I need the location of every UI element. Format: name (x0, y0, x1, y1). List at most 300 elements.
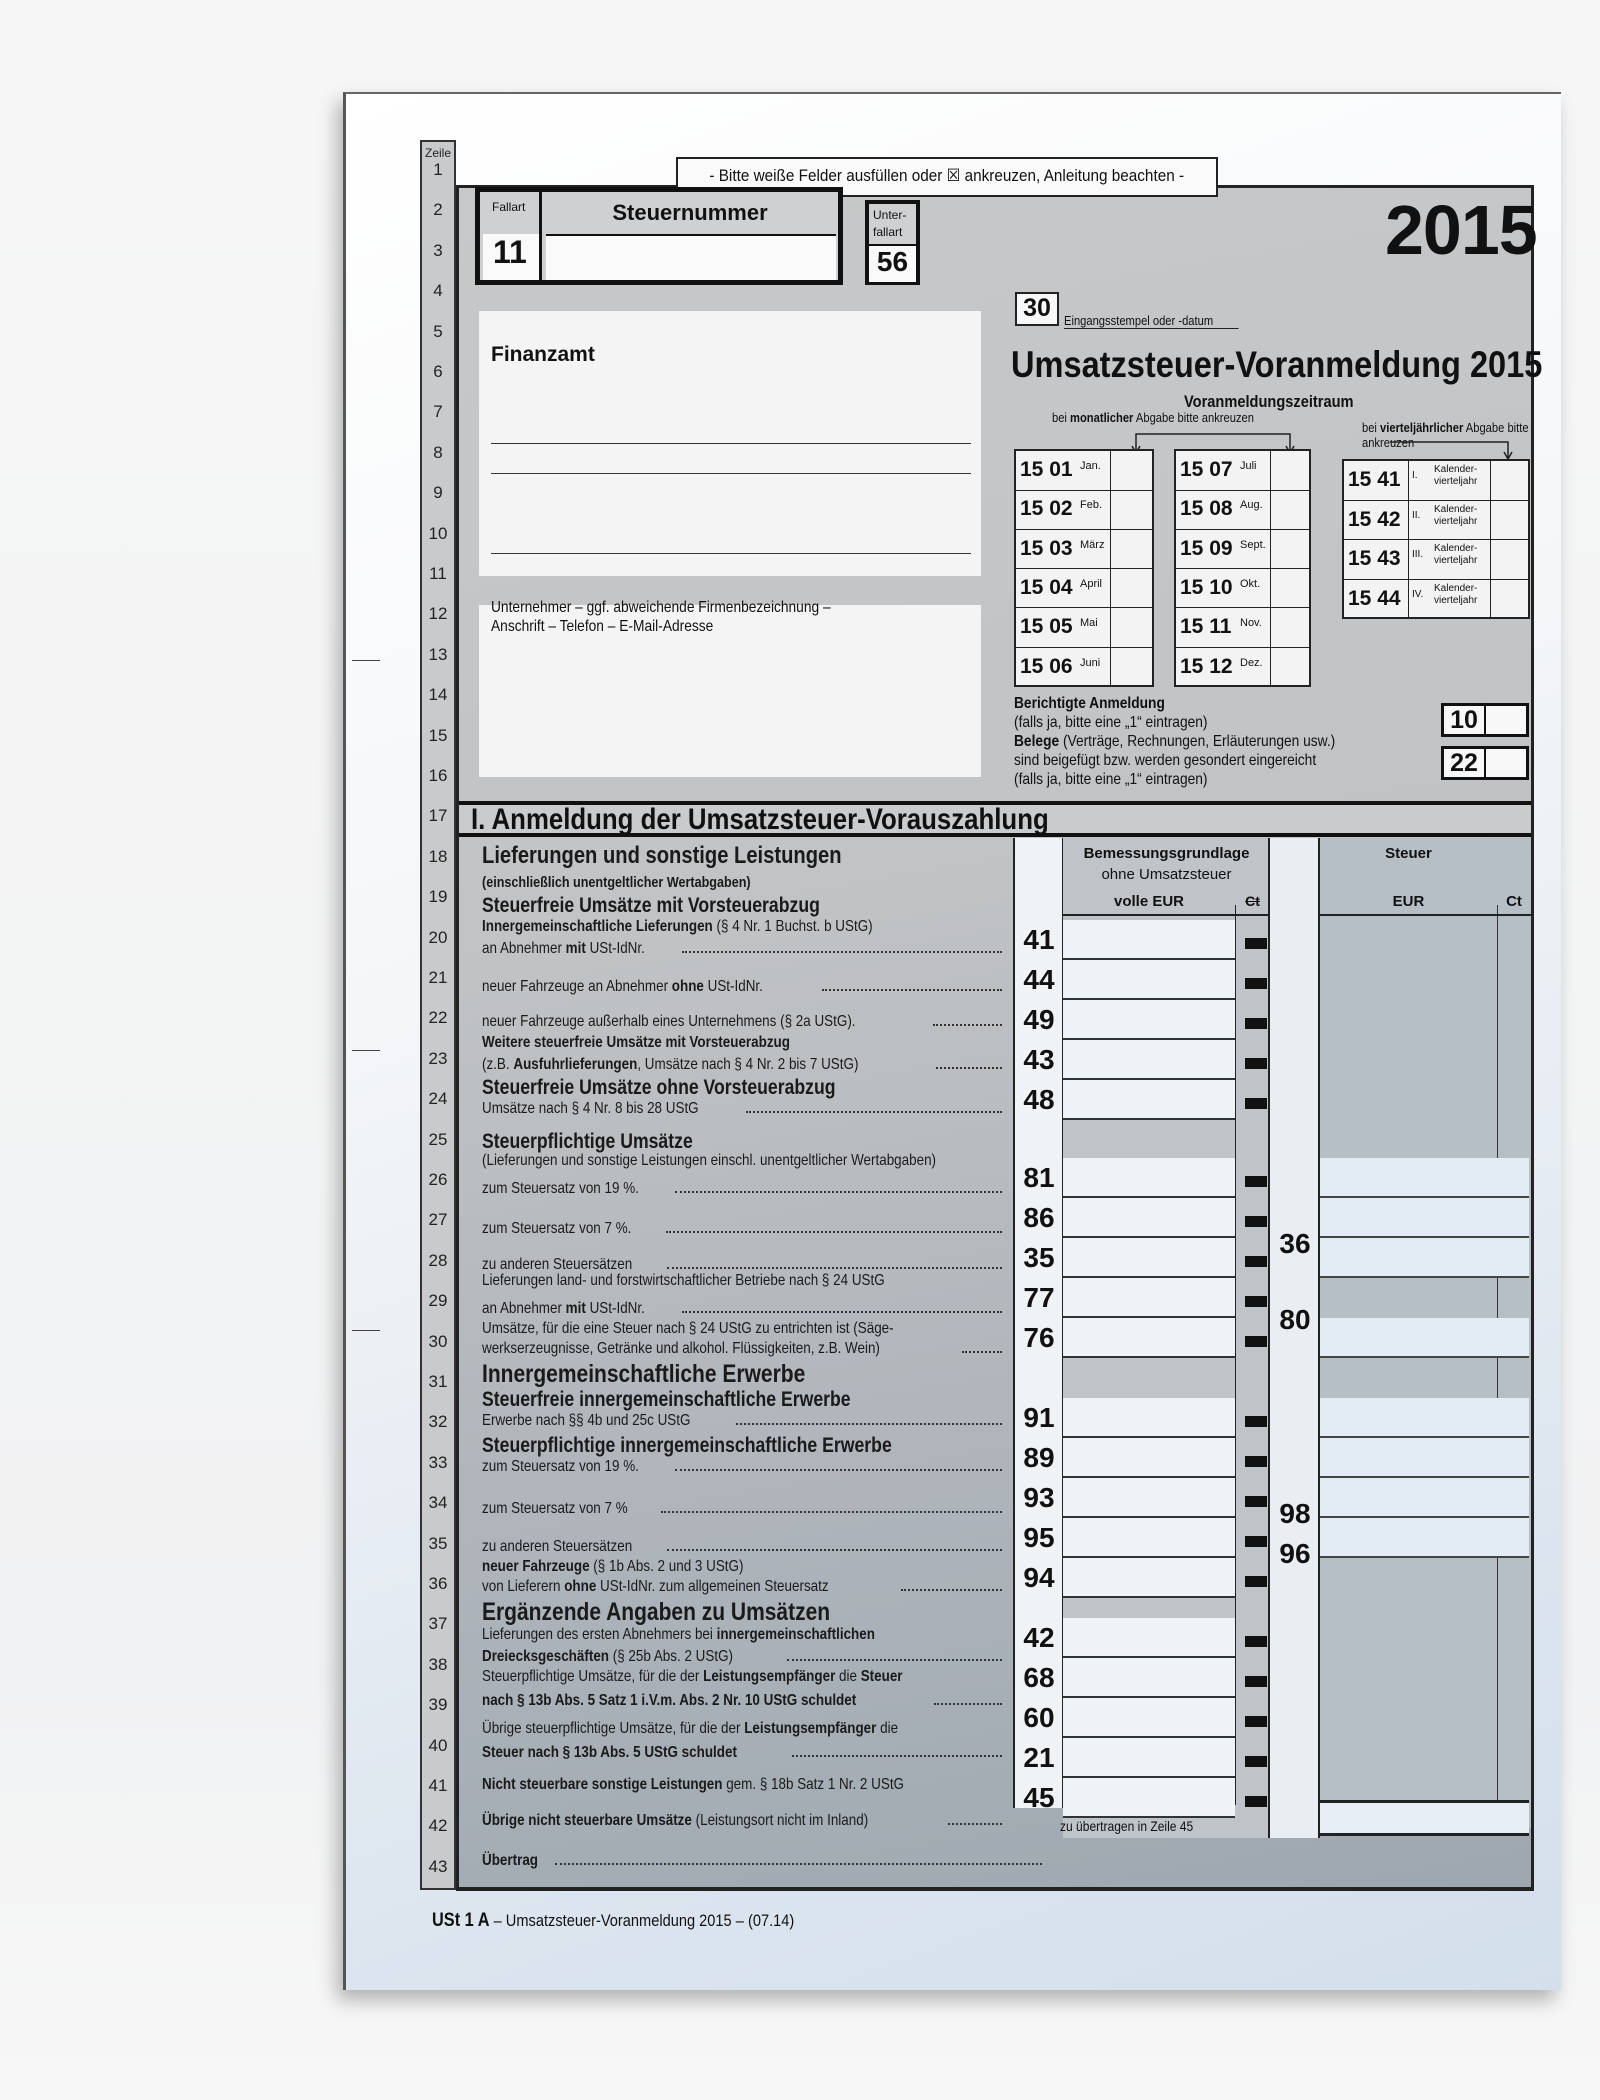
line-item-text (482, 1300, 1002, 1318)
fold-mark (352, 1330, 380, 1331)
kennzahl-68: 68 (1023, 1662, 1055, 1693)
dot-leader (675, 1191, 1002, 1193)
address-line (491, 553, 971, 554)
bold-text: ohne (671, 978, 704, 995)
month-row[interactable] (1176, 569, 1309, 609)
cent-marker (1245, 1336, 1267, 1347)
form-title: Umsatzsteuer-Voranmeldung 2015 (1011, 344, 1543, 385)
amount-field-eur[interactable] (1063, 1518, 1235, 1558)
zeile-number: 9 (433, 483, 443, 503)
cent-marker (1245, 1018, 1267, 1029)
text: Lieferungen des ersten Abnehmers bei (482, 1626, 717, 1643)
amount-field-eur[interactable] (1063, 1238, 1235, 1278)
bold-text: Übrige nicht steuerbare Umsätze (482, 1812, 692, 1829)
month-checkbox[interactable] (1110, 648, 1152, 687)
quarter-num: IV. (1412, 588, 1424, 600)
month-checkbox[interactable] (1270, 569, 1309, 608)
steuer-ct-header: Ct (1497, 893, 1531, 916)
quarter-num: III. (1412, 549, 1424, 560)
quarter-label: Kalender- vierteljahr (1434, 464, 1478, 487)
kennzahl-96: 96 (1279, 1538, 1311, 1569)
month-kz: 15 11 (1180, 615, 1232, 639)
line-text (482, 1776, 904, 1794)
zeile-number: 17 (428, 806, 448, 826)
dot-leader (933, 1024, 1002, 1026)
cent-marker (1245, 1296, 1267, 1307)
dot-leader (675, 1469, 1002, 1471)
kennzahl-86: 86 (1023, 1202, 1055, 1233)
bold-text: (einschließlich unentgeltlicher Wertabgaben) (482, 874, 751, 891)
tax-amount-field[interactable] (1320, 1398, 1529, 1438)
dot-leader (792, 1755, 1003, 1757)
line-text (482, 1130, 693, 1154)
line-text (482, 894, 820, 918)
line-item-text (482, 1220, 1002, 1238)
belege-field[interactable] (1441, 746, 1529, 780)
month-label: Dez. (1240, 656, 1263, 669)
eur-header: EUR (1320, 893, 1497, 916)
zeile-number: 20 (428, 927, 448, 947)
text: (§ 25b Abs. 2 UStG) (608, 1648, 734, 1665)
month-table-2 (1174, 449, 1311, 687)
cent-marker (1245, 1058, 1267, 1069)
cent-marker (1245, 1716, 1267, 1727)
kennzahl-98: 98 (1279, 1498, 1311, 1529)
line-item-text (482, 1034, 1002, 1052)
zeile-number: 25 (428, 1129, 448, 1149)
zeile-number: 3 (433, 240, 443, 260)
dot-leader (682, 951, 1002, 953)
tax-amount-field[interactable] (1320, 1478, 1529, 1518)
dot-leader (667, 1267, 1002, 1269)
address-line (491, 473, 971, 474)
month-checkbox[interactable] (1110, 451, 1152, 490)
zeile-number: 42 (428, 1816, 448, 1836)
amount-field-eur[interactable] (1063, 1398, 1235, 1438)
month-row[interactable] (1016, 608, 1152, 648)
bold-text: Innergemeinschaftliche Lieferungen (482, 918, 713, 935)
tax-amount-field[interactable] (1320, 1238, 1529, 1278)
month-label: Nov. (1240, 617, 1262, 630)
zeile-number: 41 (428, 1776, 448, 1795)
line-text (482, 874, 751, 891)
dot-leader (736, 1423, 1002, 1425)
zeile-number: 35 (428, 1533, 448, 1553)
month-checkbox[interactable] (1270, 648, 1309, 687)
form-bottom-border (456, 1888, 1534, 1891)
line-item-text (482, 1598, 1002, 1627)
zeile-number: 38 (428, 1654, 448, 1674)
zeile-number: 36 (428, 1574, 448, 1593)
bold-text: Steuer (860, 1668, 903, 1685)
zeile-number: 12 (428, 604, 448, 624)
amount-field-eur[interactable] (1063, 1478, 1235, 1518)
dot-leader (666, 1231, 1002, 1233)
volle-eur-header: volle EUR (1063, 893, 1235, 916)
zeile-number: 28 (428, 1250, 448, 1270)
month-label: März (1080, 538, 1105, 551)
text: (Leistungsort nicht im Inland) (691, 1812, 869, 1829)
month-kz: 15 05 (1020, 615, 1073, 639)
line-item-text (482, 874, 1002, 891)
quarter-checkbox[interactable] (1490, 580, 1528, 619)
bold-text: Steuerpflichtige innergemeinschaftliche Erwerbe (482, 1434, 892, 1457)
fold-mark (352, 1050, 380, 1051)
tax-amount-field[interactable] (1320, 1198, 1529, 1238)
divider (1408, 540, 1409, 579)
line-text (482, 1812, 868, 1830)
month-row[interactable] (1016, 451, 1152, 491)
quarter-label: Kalender- vierteljahr (1434, 503, 1478, 527)
quarter-row[interactable] (1344, 461, 1528, 501)
zeile-number: 7 (433, 402, 443, 422)
bold-text: Ergänzende Angaben zu Umsätzen (482, 1598, 831, 1626)
text: zum Steuersatz von 19 %. (482, 1458, 639, 1475)
month-kz: 15 04 (1020, 575, 1073, 599)
tax-amount-field[interactable] (1320, 1438, 1529, 1478)
quarter-row[interactable] (1344, 580, 1528, 620)
bold-text: ohne (564, 1578, 597, 1595)
instructions-notice: - Bitte weiße Felder ausfüllen oder ☒ ankreuzen, Anleitung beachten - (676, 157, 1218, 197)
cent-marker (1245, 1216, 1267, 1227)
unternehmer-field[interactable] (479, 599, 981, 777)
zeile-number: 32 (428, 1412, 448, 1432)
dot-leader (822, 989, 1002, 991)
month-label: April (1080, 577, 1103, 590)
bold-text: Weitere steuerfreie Umsätze mit Vorsteuerabzug (482, 1034, 790, 1051)
unterfallart-label: Unter- fallart (873, 208, 907, 239)
month-kz: 15 10 (1180, 575, 1233, 599)
month-checkbox[interactable] (1110, 490, 1152, 529)
quarter-table (1342, 459, 1530, 619)
zeile-number: 11 (429, 564, 447, 583)
dot-leader (901, 1589, 1002, 1591)
month-checkbox[interactable] (1270, 530, 1309, 569)
month-label: Mai (1080, 617, 1098, 630)
quarter-label: Kalender- vierteljahr (1434, 582, 1478, 606)
tax-amount-field[interactable] (1320, 1158, 1529, 1198)
amount-field-eur[interactable] (1063, 1658, 1235, 1698)
line-item-text (482, 1744, 1002, 1762)
line-text (482, 1538, 632, 1556)
line-item-text (482, 1668, 1002, 1686)
unterfallart-box (865, 200, 920, 285)
text: neuer Fahrzeuge außerhalb eines Unternehmens (§ 2a UStG). (482, 1013, 856, 1030)
line-item-text (482, 1272, 1002, 1290)
line-text (482, 1320, 894, 1338)
line-item-text (482, 978, 1002, 996)
line-item-text (482, 1320, 1002, 1338)
line-text (482, 978, 763, 996)
month-kz: 15 09 (1180, 536, 1233, 560)
zeile-number: 5 (433, 321, 443, 341)
amount-field-eur[interactable] (1063, 960, 1235, 1000)
month-row[interactable] (1176, 530, 1309, 570)
cent-marker (1245, 1496, 1267, 1507)
amount-field-eur[interactable] (1063, 1000, 1235, 1040)
berichtigt-field[interactable] (1441, 703, 1529, 737)
line-item-text (482, 1130, 1002, 1154)
dot-leader (667, 1549, 1002, 1551)
text: die (835, 1668, 861, 1685)
month-row[interactable] (1016, 530, 1152, 570)
dot-leader (962, 1351, 1002, 1353)
steuernummer-input[interactable] (546, 234, 836, 280)
zeile-number: 6 (433, 362, 443, 381)
month-checkbox[interactable] (1110, 569, 1152, 608)
month-row[interactable] (1016, 648, 1152, 688)
section-title: I. Anmeldung der Umsatzsteuer-Vorauszahlung (471, 803, 1049, 836)
cent-marker (1245, 1176, 1267, 1187)
amount-field-eur[interactable] (1063, 1738, 1235, 1778)
text: die (876, 1720, 899, 1737)
line-text (482, 1034, 790, 1052)
cent-marker (1245, 1636, 1267, 1647)
form-footer: USt 1 A – Umsatzsteuer-Voranmeldung 2015 – (07.14) (432, 1910, 795, 1931)
cent-marker (1245, 1796, 1267, 1807)
quarter-row[interactable] (1344, 540, 1528, 580)
amount-field-eur[interactable] (1063, 1698, 1235, 1738)
text: neuer Fahrzeuge an Abnehmer (482, 978, 672, 995)
month-label: Aug. (1240, 499, 1263, 512)
month-row[interactable] (1176, 451, 1309, 491)
steuernummer-box (475, 187, 843, 285)
zeile-number: 16 (428, 766, 448, 785)
text: zum Steuersatz von 7 % (482, 1500, 628, 1517)
cent-marker (1245, 1576, 1267, 1587)
line-item-text (482, 1776, 1002, 1794)
zeile-number: 43 (428, 1856, 448, 1876)
form-year: 2015 (1385, 191, 1537, 269)
line-text (482, 1558, 743, 1576)
month-label: Juni (1080, 656, 1101, 669)
quarter-num: I. (1412, 470, 1418, 481)
fold-mark (352, 660, 380, 661)
kennzahl-41: 41 (1023, 924, 1055, 955)
zeile-number: 33 (428, 1452, 448, 1472)
unterfallart-value: 56 (869, 244, 916, 282)
kennzahl-94: 94 (1023, 1562, 1055, 1593)
dot-leader (555, 1863, 1042, 1865)
quarter-row[interactable] (1344, 501, 1528, 541)
finanzamt-field[interactable] (479, 311, 981, 576)
month-checkbox[interactable] (1270, 490, 1309, 529)
amount-field-eur[interactable] (1063, 1558, 1235, 1598)
bold-text: Leistungsempfänger (744, 1720, 877, 1737)
month-kz: 15 08 (1180, 497, 1233, 521)
line-item-text (482, 1152, 1002, 1170)
month-checkbox[interactable] (1270, 608, 1309, 647)
line-text (482, 1360, 805, 1389)
line-item-text (482, 1412, 1002, 1430)
line-item-text (482, 918, 1002, 936)
steuernummer-title: Steuernummer (612, 200, 768, 225)
zeile-number: 23 (428, 1048, 448, 1068)
text: zum Steuersatz von 19 %. (482, 1180, 639, 1197)
month-kz: 15 02 (1020, 497, 1073, 521)
text: zum Steuersatz von 7 %. (482, 1220, 632, 1237)
line-text (482, 1340, 880, 1358)
text: gem. § 18b Satz 1 Nr. 2 UStG (722, 1776, 905, 1793)
kennzahl-45: 45 (1023, 1782, 1055, 1813)
amount-field-eur[interactable] (1063, 1278, 1235, 1318)
month-label: Jan. (1080, 460, 1101, 472)
line-item-text (482, 1852, 1042, 1870)
amount-field-eur[interactable] (1063, 1080, 1235, 1120)
month-label: Feb. (1080, 499, 1103, 512)
text: , Umsätze nach § 4 Nr. 2 bis 7 UStG) (637, 1056, 859, 1073)
bold-text: nach § 13b Abs. 5 Satz 1 i.V.m. Abs. 2 Nr. 10 UStG schuldet (482, 1692, 857, 1709)
month-kz: 15 03 (1020, 536, 1073, 560)
month-row[interactable] (1176, 490, 1309, 530)
tax-amount-field[interactable] (1320, 1800, 1529, 1836)
kennzahl-76: 76 (1023, 1322, 1055, 1353)
bold-text: mit (565, 1300, 586, 1317)
zeile-label: Zeile (424, 146, 451, 160)
section-header (459, 801, 1531, 837)
text: Erwerbe nach §§ 4b und 25c UStG (482, 1412, 691, 1429)
line-item-text (482, 842, 1002, 870)
line-item-text (482, 1812, 1002, 1830)
tax-amount-field[interactable] (1320, 1518, 1529, 1558)
zeile-number: 26 (428, 1170, 448, 1189)
text: USt-IdNr. zum allgemeinen Steuersatz (596, 1578, 829, 1595)
zeile-number: 14 (428, 685, 448, 705)
bold-text: neuer Fahrzeuge (482, 1558, 590, 1575)
line-text (482, 1692, 856, 1710)
zeile-number: 29 (428, 1291, 448, 1311)
line-item-text (482, 1720, 1002, 1738)
text: an Abnehmer (482, 1300, 566, 1317)
quarter-kz: 15 42 (1348, 507, 1401, 531)
bold-text: innergemeinschaftlichen (716, 1626, 875, 1643)
amount-field-eur[interactable] (1063, 1040, 1235, 1080)
bold-text: Ausfuhrlieferungen (513, 1056, 638, 1073)
text: (§ 1b Abs. 2 und 3 UStG) (589, 1558, 744, 1575)
text: Lieferungen land- und forstwirtschaftlicher Betriebe nach § 24 UStG (482, 1272, 885, 1289)
month-row[interactable] (1176, 648, 1309, 688)
amount-field-eur[interactable] (1063, 920, 1235, 960)
text: USt-IdNr. (585, 940, 645, 957)
zeile-number: 31 (428, 1372, 448, 1391)
bold-text: Steuerpflichtige Umsätze (482, 1130, 693, 1153)
bold-text: Steuerfreie innergemeinschaftliche Erwerbe (482, 1388, 851, 1411)
line-text (482, 1300, 645, 1318)
kennzahl-44: 44 (1023, 964, 1055, 995)
quarter-label: Kalender- vierteljahr (1434, 543, 1478, 566)
text: an Abnehmer (482, 940, 566, 957)
zeile-number: 34 (428, 1493, 448, 1513)
ct-header-crossed: Ct (1235, 893, 1270, 916)
line-item-text (482, 1388, 1002, 1412)
bold-text: Nicht steuerbare sonstige Leistungen (482, 1776, 723, 1793)
tax-amount-field[interactable] (1320, 1318, 1529, 1358)
zeile-number: 2 (433, 200, 443, 220)
month-kz: 15 06 (1020, 654, 1073, 678)
quarter-checkbox[interactable] (1490, 461, 1528, 500)
line-item-text (482, 940, 1002, 958)
text: (§ 4 Nr. 1 Buchst. b UStG) (712, 918, 873, 935)
line-item-text (482, 1648, 1002, 1666)
fallart-label: Fallart (492, 200, 526, 214)
line-text (482, 1056, 858, 1074)
bold-text: Innergemeinschaftliche Erwerbe (482, 1360, 806, 1388)
dot-leader (661, 1511, 1002, 1513)
kennzahl-48: 48 (1023, 1084, 1055, 1115)
bold-text: Leistungsempfänger (703, 1668, 836, 1685)
amount-field-eur[interactable] (1063, 1778, 1235, 1818)
cent-marker (1245, 938, 1267, 949)
quarter-kz: 15 41 (1348, 468, 1401, 491)
line-text (482, 1272, 885, 1290)
cent-marker (1245, 1676, 1267, 1687)
zeile-number: 22 (428, 1008, 448, 1028)
zeile-number: 8 (433, 442, 443, 462)
zeile-number: 24 (428, 1089, 448, 1109)
month-row[interactable] (1176, 608, 1309, 648)
line-text (482, 1013, 856, 1031)
zeile-number: 10 (428, 523, 448, 543)
kennzahl-60: 60 (1023, 1702, 1055, 1733)
line-text (482, 1578, 829, 1596)
amount-field-eur[interactable] (1063, 1438, 1235, 1478)
line-text (482, 1626, 875, 1644)
line-item-text (482, 1340, 1002, 1358)
line-item-text (482, 1558, 1002, 1576)
dot-leader (787, 1659, 1002, 1661)
month-checkbox[interactable] (1110, 608, 1152, 647)
line-text (482, 1668, 903, 1686)
corrections-text: Berichtigte Anmeldung (falls ja, bitte eine „1“ eintragen) Belege (Verträge, Rechnungen, Erläuterungen usw.) sind beigefügt bzw. werden gesondert eingereicht (falls ja, bitte eine „1“ eintragen) (1014, 695, 1336, 788)
zeile-number: 18 (428, 846, 448, 866)
month-row[interactable] (1016, 569, 1152, 609)
month-checkbox[interactable] (1110, 530, 1152, 569)
line-text (482, 1458, 639, 1476)
line-text (482, 1388, 851, 1412)
dot-leader (682, 1311, 1002, 1313)
amount-field-eur[interactable] (1063, 1158, 1235, 1198)
steuer-kz-column (1270, 838, 1320, 1838)
month-kz: 15 12 (1180, 654, 1233, 678)
divider (1408, 501, 1409, 540)
month-row[interactable] (1016, 490, 1152, 530)
kennzahl-36: 36 (1279, 1228, 1311, 1259)
zeile-number: 37 (428, 1614, 448, 1634)
amount-field-eur[interactable] (1063, 1618, 1235, 1658)
zeile-number: 15 (428, 725, 448, 745)
line-text (482, 940, 645, 958)
amount-field-eur[interactable] (1063, 1318, 1235, 1358)
kennzahl-42: 42 (1023, 1622, 1055, 1653)
line-text (482, 1220, 631, 1238)
quarter-kz: 15 44 (1348, 586, 1401, 610)
cent-marker (1245, 1536, 1267, 1547)
dot-leader (948, 1823, 1002, 1825)
row-number-column (420, 140, 456, 1890)
text: Umsätze nach § 4 Nr. 8 bis 28 UStG (482, 1100, 699, 1117)
line-item-text (482, 1100, 1002, 1118)
text: Übrige steuerpflichtige Umsätze, für die der (482, 1720, 745, 1737)
line-item-text (482, 1578, 1002, 1596)
quarter-checkbox[interactable] (1490, 501, 1528, 540)
month-table-1 (1014, 449, 1154, 687)
line-text (482, 1180, 639, 1198)
text: zu anderen Steuersätzen (482, 1256, 633, 1273)
text: USt-IdNr. (703, 978, 763, 995)
quarter-checkbox[interactable] (1490, 540, 1528, 579)
amount-field-eur[interactable] (1063, 1198, 1235, 1238)
month-checkbox[interactable] (1270, 451, 1309, 490)
